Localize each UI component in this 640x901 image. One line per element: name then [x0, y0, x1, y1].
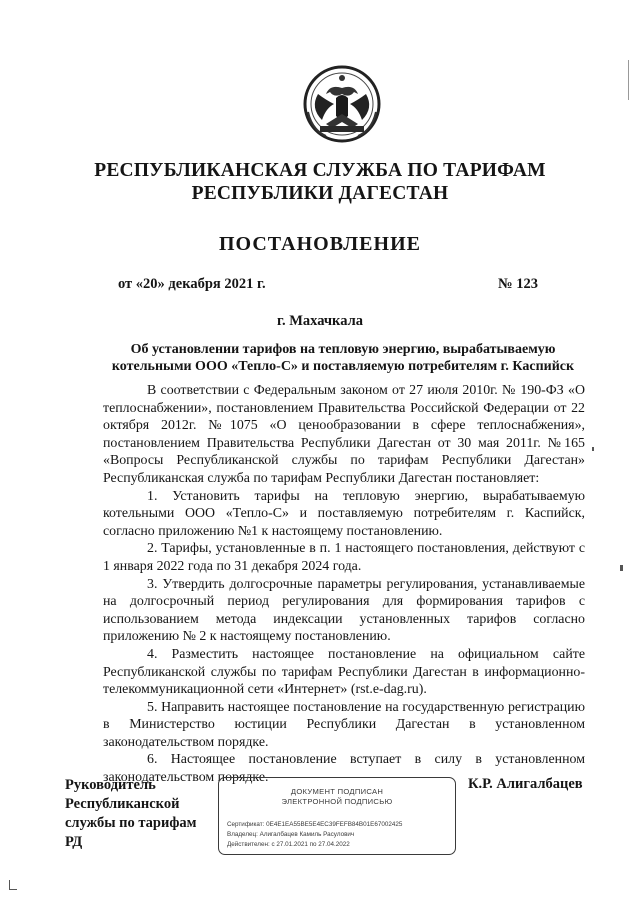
clause-6: 6. Настоящее постановление вступает в силу в установленном законодательством порядке. — [103, 752, 585, 786]
document-subject — [100, 341, 586, 375]
position-line3: службы по тарифам — [65, 815, 197, 831]
stamp-title-line1: ДОКУМЕНТ ПОДПИСАН — [290, 787, 384, 796]
clause-1: 1. Установить тарифы на тепловую энергию, вырабатываемую котельными ООО «Тепло-С» и поставляемую потребителям г. Каспийск, согласно приложению №1 к настоящему постановлению. — [103, 488, 585, 539]
electronic-signature-stamp — [218, 777, 456, 855]
position-line2: Республиканской — [65, 796, 180, 812]
clause-4: 4. Разместить настоящее постановление на официальном сайте Республиканской службы по тарифам Республики Дагестан в информационно-телекоммуникационной сети «Интернет» (rst.e-dag.ru). — [103, 646, 585, 698]
signatory-name: К.Р. Алигалбацев — [468, 776, 583, 792]
position-line4: РД — [65, 834, 83, 850]
dagestan-coat-of-arms-icon — [296, 64, 388, 146]
scan-speck — [628, 60, 629, 100]
preamble-paragraph: В соответствии с Федеральным законом от 27 июля 2010г. № 190-ФЗ «О теплоснабжении», постановлением Правительства Российской Федерации от 22 октября 2012г. №1075 «О ценообразовании в сфере теплоснабжения», постановлением Правительства Республики Дагестан от 30 мая 2011г. №165 «Вопросы Республиканской службы по тарифам Республики Дагестан» Республиканская служба по тарифам Республики Дагестан постановляет: — [103, 383, 585, 486]
scan-speck — [9, 889, 17, 890]
stamp-title — [219, 787, 455, 807]
stamp-title-line2: ЭЛЕКТРОННОЙ ПОДПИСЬЮ — [281, 797, 393, 806]
stamp-certificate: Сертификат: 0E4E1EA55BE5E4EC39FEFB84B01E67002425 — [227, 821, 403, 828]
agency-name-line2: РЕСПУБЛИКИ ДАГЕСТАН — [191, 183, 449, 204]
stamp-validity: Действителен: с 27.01.2021 по 27.04.2022 — [227, 841, 350, 848]
clause-5: 5. Направить настоящее постановление на государственную регистрацию в Министерство юстиции Республики Дагестан в установленном законодательством порядке. — [103, 699, 585, 750]
stamp-owner: Владелец: Алигалбацев Камиль Расулович — [227, 831, 355, 838]
document-city: г. Махачкала — [277, 313, 363, 329]
clause-3: 3. Утвердить долгосрочные параметры регулирования, устанавливаемые на долгосрочный период регулирования для формирования тарифов с использованием метода индексации установленных тарифов согласно приложению № 2 к настоящему постановлению. — [103, 576, 585, 645]
position-line1: Руководитель — [65, 777, 156, 793]
document-type-title: ПОСТАНОВЛЕНИЕ — [219, 233, 421, 255]
document-number: № 123 — [498, 276, 538, 292]
document-date: от «20» декабря 2021 г. — [118, 276, 266, 292]
clause-2: 2. Тарифы, установленные в п. 1 настоящего постановления, действуют с 1 января 2022 года по 31 декабря 2024 года. — [103, 541, 585, 574]
scan-speck — [592, 447, 594, 451]
scan-speck — [620, 565, 623, 571]
document-body — [103, 382, 585, 787]
agency-name-line1: РЕСПУБЛИКАНСКАЯ СЛУЖБА ПО ТАРИФАМ — [94, 160, 546, 181]
signatory-position — [65, 776, 197, 852]
subject-line2: котельными ООО «Тепло-С» и поставляемую потребителям г. Каспийск — [111, 359, 575, 374]
subject-line1: Об установлении тарифов на тепловую энергию, вырабатываемую — [130, 342, 556, 357]
